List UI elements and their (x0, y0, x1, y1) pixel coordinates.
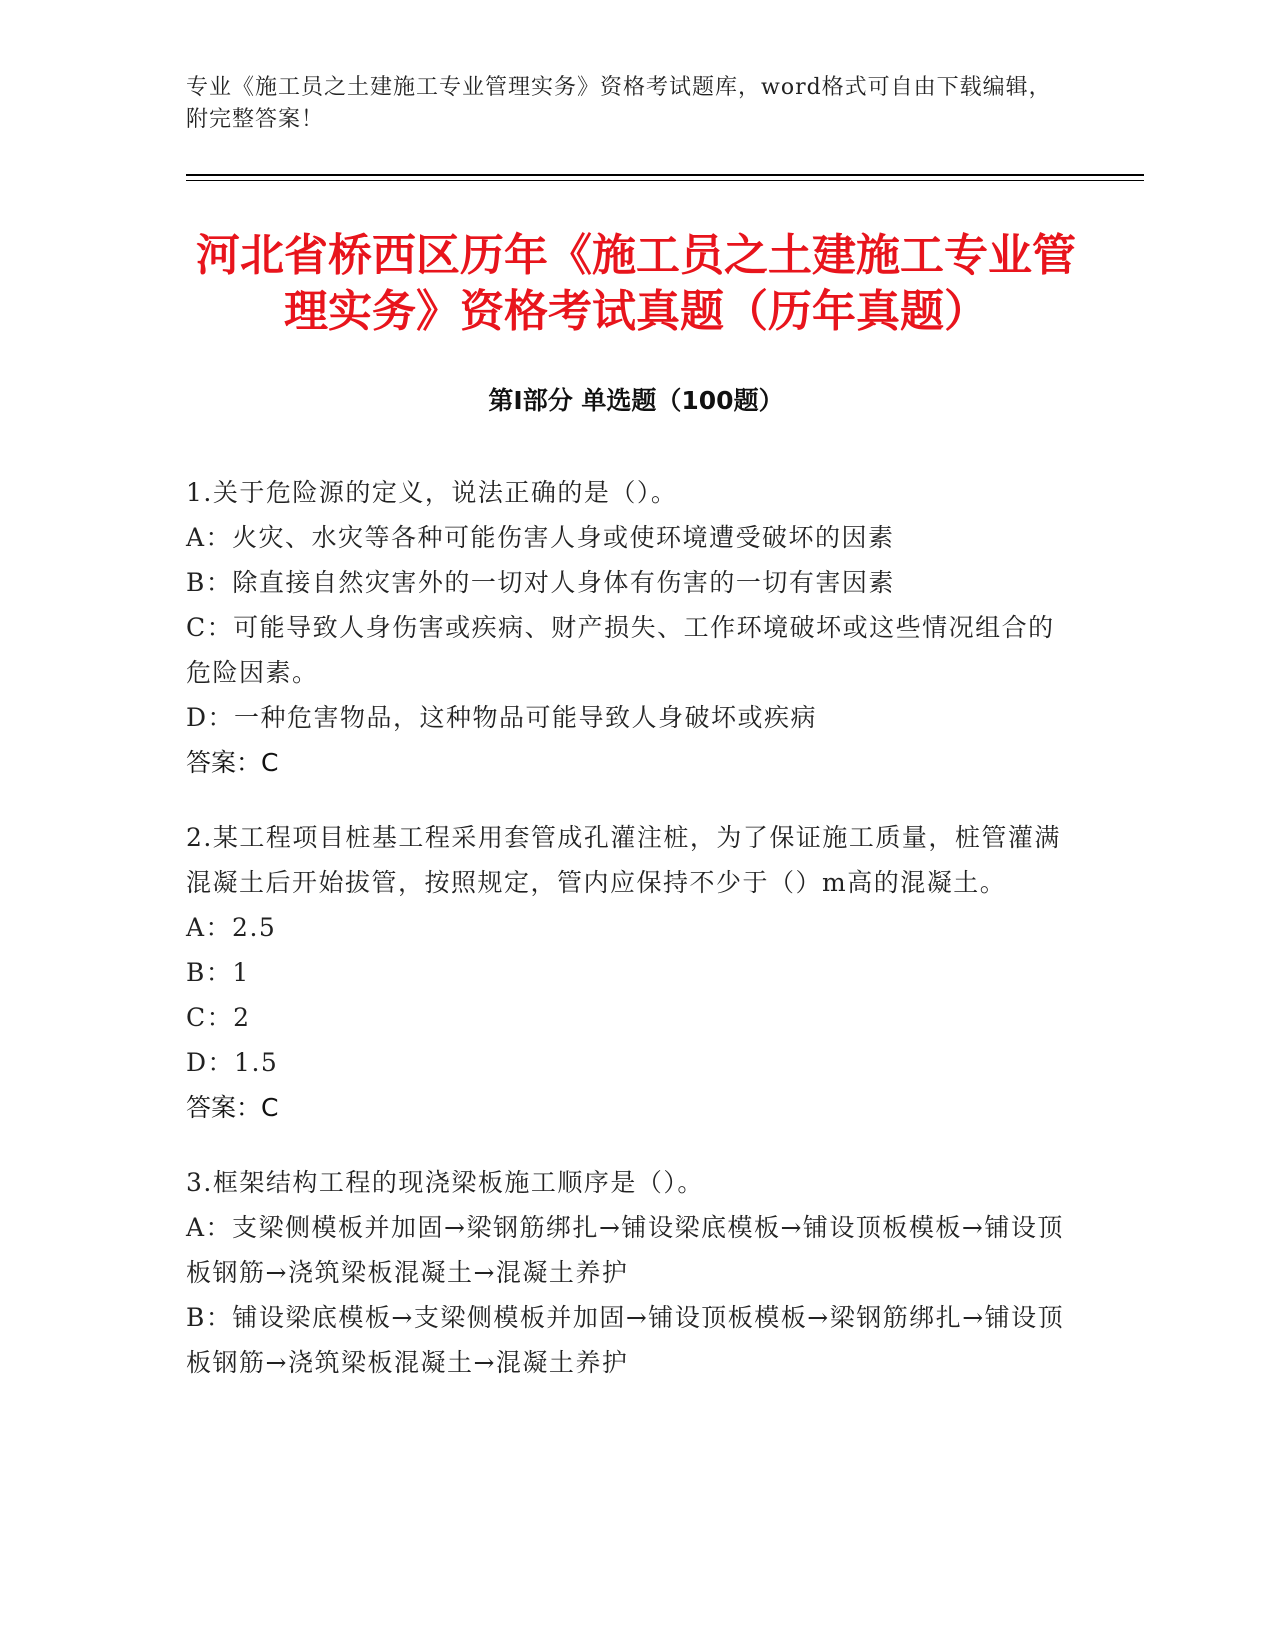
option-a: A：火灾、水灾等各种可能伤害人身或使环境遭受破坏的因素 (186, 523, 895, 552)
option-d: D：1.5 (186, 1048, 279, 1077)
question-3 (186, 1160, 1066, 1385)
question-list (186, 470, 1066, 1415)
option-b: B：铺设梁底模板→支梁侧模板并加固→铺设顶板模板→梁钢筋绑扎→铺设顶板钢筋→浇筑梁板混凝土→混凝土养护 (186, 1303, 1065, 1377)
header-rule-thick (186, 174, 1144, 176)
answer-label: 答案：C (186, 748, 279, 777)
question-stem: 3.框架结构工程的现浇梁板施工顺序是（）。 (186, 1168, 704, 1197)
header-rule-thin (186, 180, 1144, 181)
option-b: B：1 (186, 958, 250, 987)
answer-label: 答案：C (186, 1093, 279, 1122)
option-a: A：支梁侧模板并加固→梁钢筋绑扎→铺设梁底模板→铺设顶板模板→铺设顶板钢筋→浇筑梁板混凝土→混凝土养护 (186, 1213, 1064, 1287)
option-b: B：除直接自然灾害外的一切对人身体有伤害的一切有害因素 (186, 568, 895, 597)
question-stem: 1.关于危险源的定义，说法正确的是（）。 (186, 478, 678, 507)
option-c: C：2 (186, 1003, 251, 1032)
section-title: 第Ⅰ部分 单选题（100题） (488, 386, 784, 415)
document-title: 河北省桥西区历年《施工员之土建施工专业管理实务》资格考试真题（历年真题） (196, 230, 1076, 337)
header-note: 专业《施工员之土建施工专业管理实务》资格考试题库，word格式可自由下载编辑，附完整答案！ (186, 75, 1052, 132)
question-1 (186, 470, 1066, 785)
question-stem: 2.某工程项目桩基工程采用套管成孔灌注桩，为了保证施工质量，桩管灌满混凝土后开始拔管，按照规定，管内应保持不少于（）m高的混凝土。 (186, 823, 1061, 897)
question-2 (186, 815, 1066, 1130)
option-a: A：2.5 (186, 913, 277, 942)
option-c: C：可能导致人身伤害或疾病、财产损失、工作环境破坏或这些情况组合的危险因素。 (186, 613, 1055, 687)
option-d: D：一种危害物品，这种物品可能导致人身破坏或疾病 (186, 703, 818, 732)
